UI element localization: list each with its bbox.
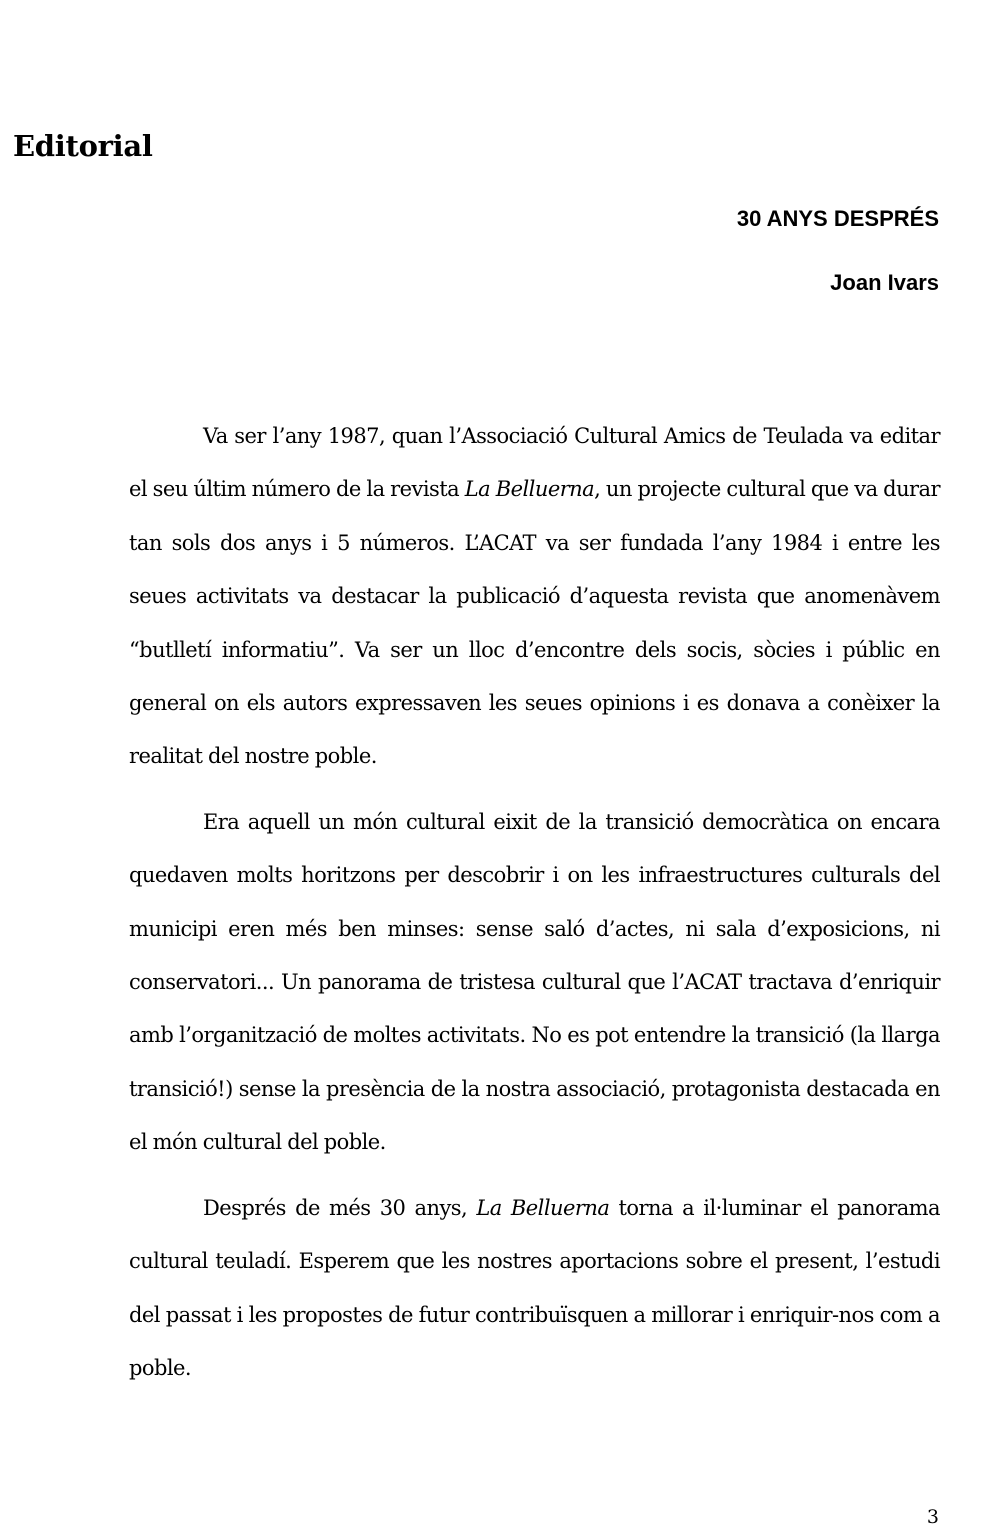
article-title: 30 ANYS DESPRÉS bbox=[736, 206, 939, 231]
paragraph-1-text-a: Va ser l’any 1987, quan l’Associació Cultural Amics de Teulada va editar el seu últim número de la revista bbox=[129, 424, 940, 502]
section-heading: Editorial bbox=[13, 129, 153, 163]
paragraph-1 bbox=[129, 410, 940, 784]
article-author: Joan Ivars bbox=[830, 270, 939, 295]
paragraph-1-text-b: , un projecte cultural que va durar tan sols dos anys i 5 números. L’ACAT va ser fundada l’any 1984 i entre les seues activitats va destacar la publicació d’aquesta revista que anomenàvem “butlletí informatiu”. Va ser un lloc d’encontre dels socis, sòcies i públic en general on els autors expressaven les seues opinions i es donava a conèixer la realitat del nostre poble. bbox=[129, 477, 940, 769]
page-number: 3 bbox=[926, 1506, 939, 1528]
magazine-title: La Belluerna bbox=[476, 1195, 610, 1220]
paragraph-2: Era aquell un món cultural eixit de la transició democràtica on encara quedaven molts horitzons per descobrir i on les infraestructures culturals del municipi eren més ben minses: sense saló d’actes, ni sala d’exposicions, ni conservatori... Un panorama de tristesa cultural que l’ACAT tractava d’enriquir amb l’organització de moltes activitats. No es pot entendre la transició (la llarga transició!) sense la presència de la nostra associació, protagonista destacada en el món cultural del poble. bbox=[129, 809, 940, 1155]
paragraph-3-text-b: torna a il·luminar el panorama cultural teuladí. Esperem que les nostres aportacions sobre el present, l’estudi del passat i les propostes de futur contribuïsquen a millorar i enriquir-nos com a poble. bbox=[129, 1195, 941, 1380]
magazine-title: La Belluerna bbox=[464, 477, 595, 502]
paragraph-3-text-a: Després de més 30 anys, bbox=[203, 1195, 477, 1220]
article-body bbox=[129, 410, 940, 1407]
paragraph-3 bbox=[129, 1182, 940, 1396]
